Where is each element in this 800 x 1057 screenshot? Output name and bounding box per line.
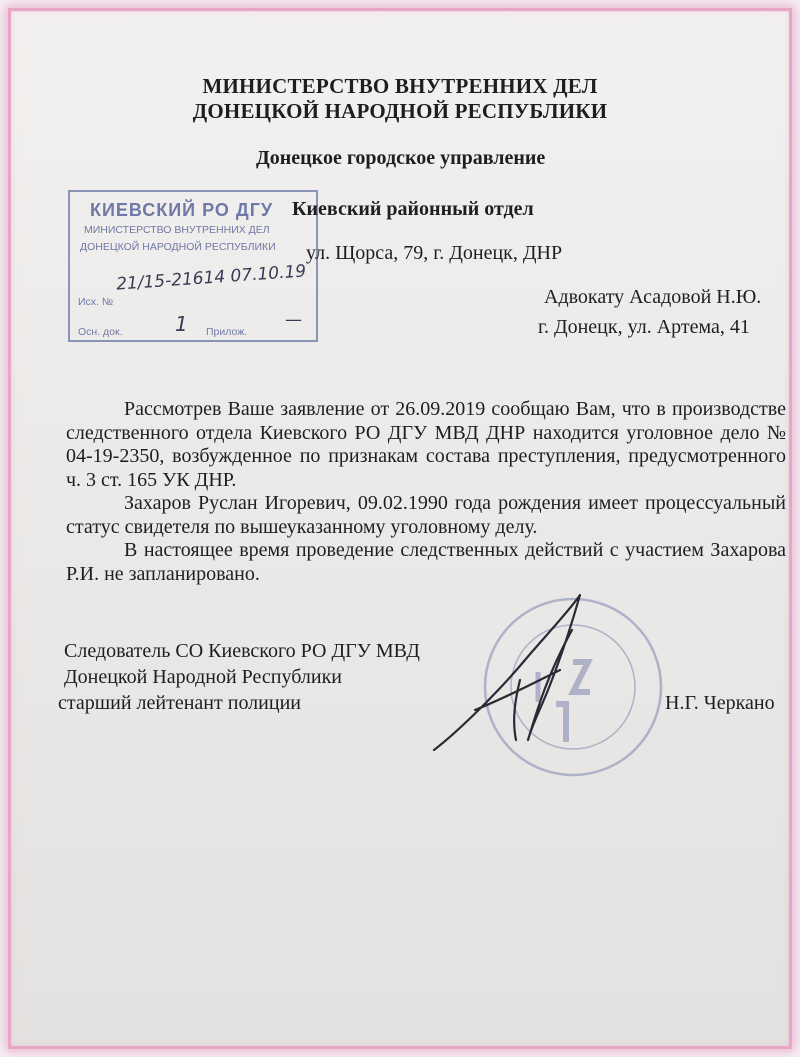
- body-paragraph-3: В настоящее время проведение следственных действий с участием Захарова Р.И. не запланировано.: [66, 539, 786, 585]
- stamp-basis-label: Осн. док.: [78, 326, 123, 338]
- signatory-name: Н.Г. Черкано: [665, 692, 775, 714]
- stamp-attachment-value: —: [285, 310, 302, 330]
- letter-body: [66, 398, 786, 586]
- body-paragraph-2: Захаров Руслан Игоревич, 09.02.1990 года рождения имеет процессуальный статус свидетеля по вышеуказанному уголовному делу.: [66, 492, 786, 538]
- stamp-line1: МИНИСТЕРСТВО ВНУТРЕННИХ ДЕЛ: [84, 224, 270, 236]
- stamp-outgoing-number: 21/15-21614 07.10.19: [115, 261, 307, 295]
- recipient-address: г. Донецк, ул. Артема, 41: [538, 316, 750, 338]
- stamp-attachment-label: Прилож.: [206, 326, 248, 338]
- ministry-title-line1: МИНИСТЕРСТВО ВНУТРЕННИХ ДЕЛ: [202, 74, 598, 98]
- stamp-title: КИЕВСКИЙ РО ДГУ: [90, 200, 274, 220]
- ministry-title-line2: ДОНЕЦКОЙ НАРОДНОЙ РЕСПУБЛИКИ: [192, 99, 608, 123]
- body-paragraph-1: Рассмотрев Ваше заявление от 26.09.2019 сообщаю Вам, что в производстве следственного отдела Киевского РО ДГУ МВД ДНР находится уголовное дело № 04-19-2350, возбужденное по признакам состава преступления, предусмотренного ч. 3 ст. 165 УК ДНР.: [66, 398, 786, 491]
- signatory-position-line2: Донецкой Народной Республики: [64, 666, 342, 688]
- signature: [420, 590, 590, 760]
- stamp-basis-value: 1: [175, 312, 188, 336]
- recipient-name: Адвокату Асадовой Н.Ю.: [544, 286, 762, 308]
- stamp-line2: ДОНЕЦКОЙ НАРОДНОЙ РЕСПУБЛИКИ: [80, 241, 276, 253]
- signatory-rank: старший лейтенант полиции: [58, 692, 301, 714]
- office-address: ул. Щорса, 79, г. Донецк, ДНР: [306, 242, 563, 264]
- district-office-name: Киевский районный отдел: [292, 198, 534, 220]
- signatory-position-line1: Следователь СО Киевского РО ДГУ МВД: [64, 640, 420, 662]
- department-name: Донецкое городское управление: [256, 147, 546, 169]
- stamp-outgoing-label: Исх. №: [78, 296, 114, 308]
